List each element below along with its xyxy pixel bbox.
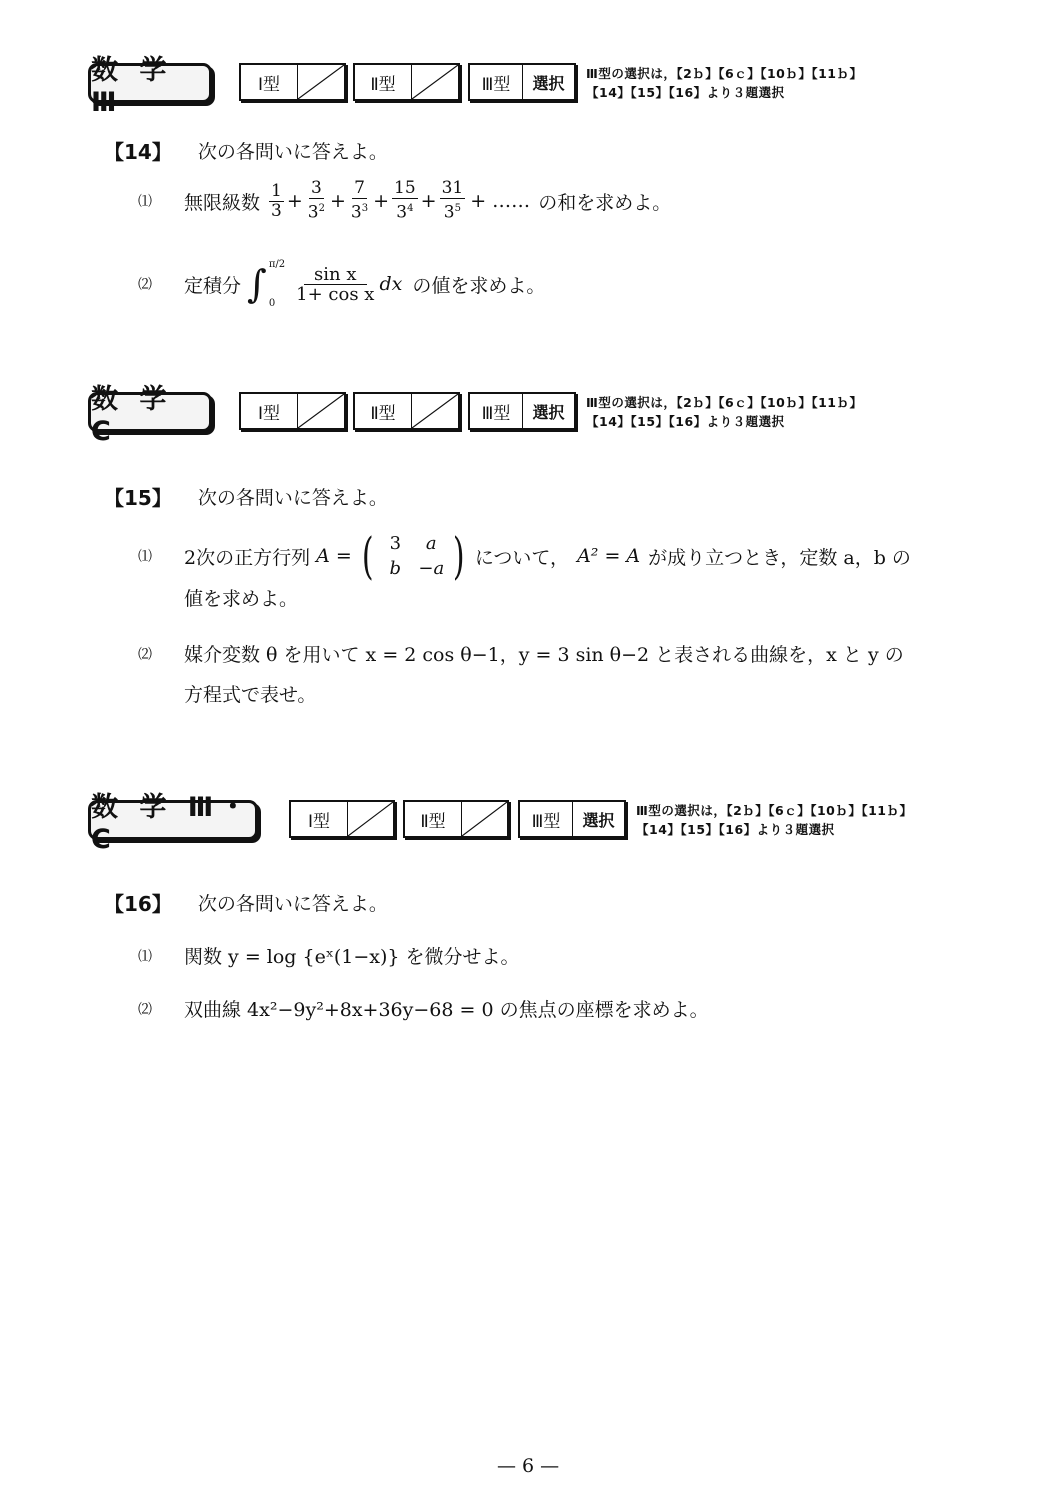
q16-part1: ⑴ 関数 y = log {eˣ(1−x)} を微分せよ。 — [138, 946, 520, 968]
slash-mark — [412, 394, 458, 428]
q15-part2-line2: 方程式で表せ。 — [184, 684, 317, 706]
question-15-header: 【15】 次の各問いに答えよ。 — [104, 486, 388, 510]
type3-select-box: Ⅲ型 選択 — [468, 392, 576, 430]
subject-label-math3c: 数 学 Ⅲ・C — [88, 800, 258, 840]
page-number: — 6 — — [497, 1455, 560, 1477]
series-term-3: $\frac{7}{3^3}$ — [350, 178, 369, 223]
subject-label-math3: 数 学 Ⅲ — [88, 63, 212, 103]
slash-mark — [412, 65, 458, 99]
type2-box: Ⅱ型 — [403, 800, 509, 838]
q16-part2: ⑵ 双曲線 4x²−9y²+8x+36y−68 = 0 の焦点の座標を求めよ。 — [138, 999, 709, 1021]
q15-part1-line2: 値を求めよ。 — [184, 588, 299, 610]
type1-box: Ⅰ型 — [239, 63, 346, 101]
type1-box: Ⅰ型 — [239, 392, 346, 430]
question-14-header: 【14】 次の各問いに答えよ。 — [104, 140, 388, 164]
subject-label-mathc: 数 学 C — [88, 392, 212, 432]
slash-mark — [348, 802, 393, 836]
type3-select-box: Ⅲ型 選択 — [468, 63, 576, 101]
q15-part1: ⑴ 2次の正方行列 A = ( 3 a b −a ) について， A² = A が成り立つとき，定数 a，b の — [138, 527, 911, 585]
slash-mark — [298, 65, 344, 99]
q14-part2: ⑵ 定積分 ∫ π/2 0 $\frac{\text{sin x}}{\text{1+ cos x}}$ dx の値を求めよ。 — [138, 259, 546, 309]
series-term-5: $\frac{31}{3^5}$ — [441, 178, 464, 223]
integral-limits: π/2 0 — [268, 259, 286, 309]
series-term-4: $\frac{15}{3^4}$ — [394, 178, 416, 223]
series-term-2: $\frac{3}{3^2}$ — [307, 178, 325, 223]
selection-note: Ⅲ型の選択は，【2ｂ】【6ｃ】【10ｂ】【11ｂ】 【14】【15】【16】より３題選択 — [586, 66, 863, 100]
question-16-header: 【16】 次の各問いに答えよ。 — [104, 892, 388, 916]
integral-sign: ∫ — [247, 262, 267, 306]
slash-mark — [462, 802, 507, 836]
q15-part2: ⑵ 媒介変数 θ を用いて x = 2 cos θ−1，y = 3 sin θ−2 と表される曲線を，x と y の — [138, 644, 904, 666]
type2-box: Ⅱ型 — [353, 392, 460, 430]
type1-box: Ⅰ型 — [289, 800, 395, 838]
type3-select-box: Ⅲ型 選択 — [518, 800, 626, 838]
slash-mark — [298, 394, 344, 428]
q14-part1: ⑴ 無限級数 $\frac{1}{3}$ + $\frac{3}{3^2}$ + $\frac{7}{3^3}$ + $\frac{15}{3^4}$ + $\frac{31}{3^5}$ + …… の和を求めよ。 — [138, 178, 672, 223]
series-term-1: $\frac{1}{3}$ — [271, 180, 282, 221]
selection-note: Ⅲ型の選択は，【2ｂ】【6ｃ】【10ｂ】【11ｂ】 【14】【15】【16】より３題選択 — [586, 395, 863, 429]
integrand: $\frac{\text{sin x}}{\text{1+ cos x}}$ — [296, 263, 375, 305]
type2-box: Ⅱ型 — [353, 63, 460, 101]
selection-note: Ⅲ型の選択は，【2ｂ】【6ｃ】【10ｂ】【11ｂ】 【14】【15】【16】より３題選択 — [636, 803, 913, 837]
matrix-a: ( 3 a b −a ) — [361, 527, 465, 585]
